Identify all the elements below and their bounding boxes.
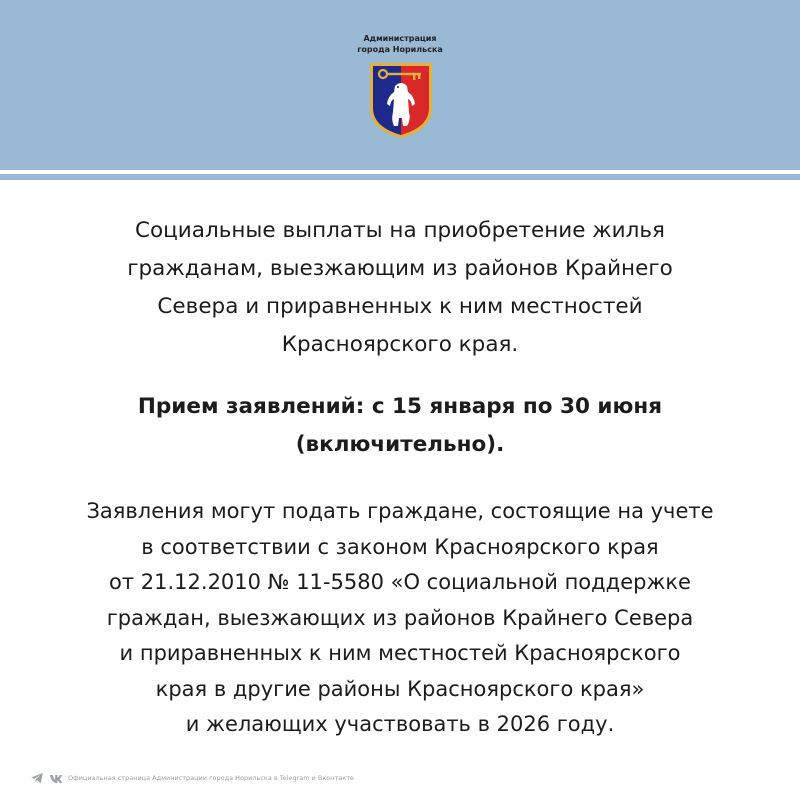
header-divider (0, 174, 800, 180)
coat-of-arms-icon (367, 60, 435, 140)
footer (30, 770, 354, 786)
vk-icon[interactable] (49, 772, 63, 784)
telegram-icon[interactable] (30, 772, 44, 784)
eligibility-text: Заявления могут подать граждане, состоящие на учете в соответствии с законом Красноярского края от 21.12.2010 № 11-5580 «О социальной поддержке граждан, выезжающих из районов Крайнего Севера и приравненных к ним местностей Красноярского края в другие районы Красноярского края» и желающих участвовать в 2026 году. (86, 499, 714, 736)
announcement-title: Социальные выплаты на приобретение жилья гражданам, выезжающим из районов Крайнего Севера и приравненных к ним местностей Красноярского края. (127, 218, 673, 357)
application-dates: Прием заявлений: с 15 января по 30 июня (включительно). (137, 394, 663, 457)
footer-caption: Официальная страница Администрации города Норильска в Telegram и Вконтакте (68, 774, 355, 782)
org-name: Администрация города Норильска (357, 34, 443, 54)
